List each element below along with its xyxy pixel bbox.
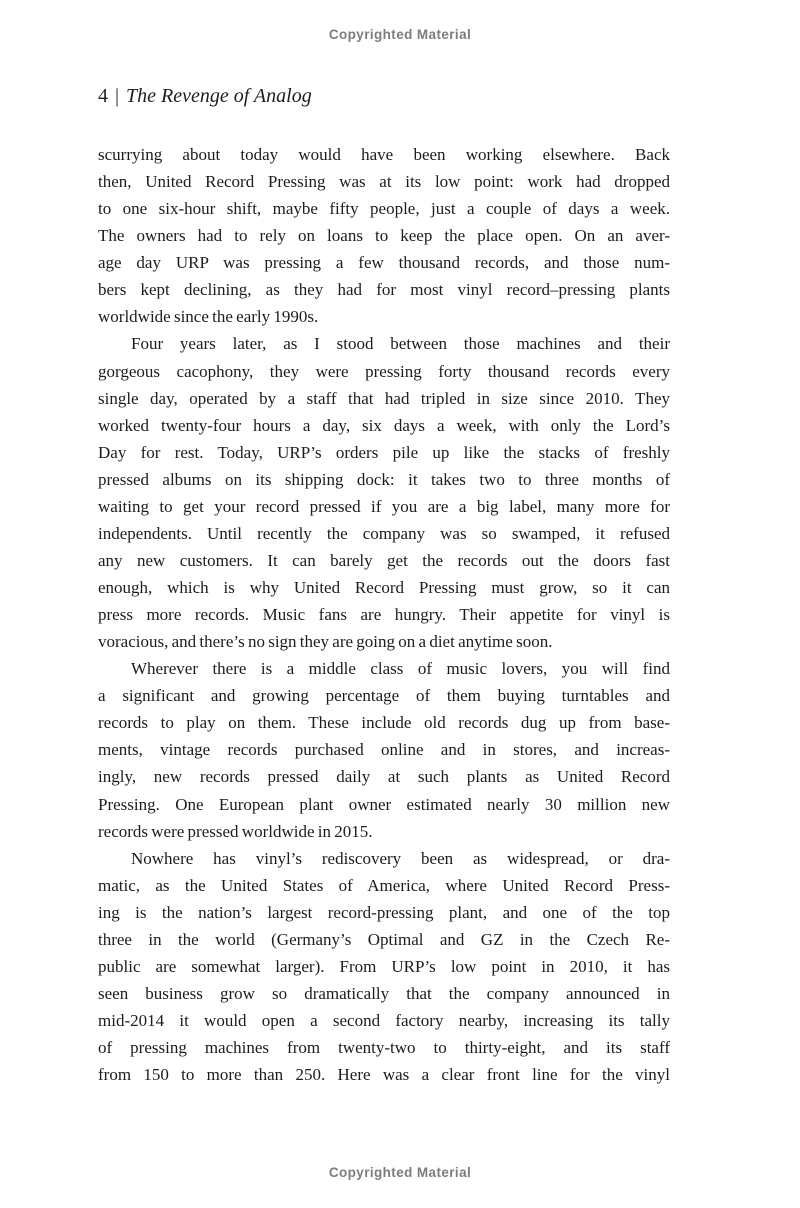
text-line: to one six-hour shift, maybe fifty people, just a couple of days a week. <box>98 199 670 219</box>
text-line: pressed albums on its shipping dock: it takes two to three months of <box>98 469 670 489</box>
text-line: independents. Until recently the company was so swamped, it refused <box>98 523 670 543</box>
copyright-notice-bottom: Copyrighted Material <box>328 1165 472 1180</box>
text-line: Pressing. One European plant owner estimated nearly 30 million new <box>98 794 670 814</box>
header-separator: | <box>115 85 120 107</box>
text-line: enough, which is why United Record Pressing must grow, so it can <box>98 578 670 597</box>
copyright-notice-top: Copyrighted Material <box>328 27 472 42</box>
text-line: any new customers. It can barely get the records out the doors fast <box>98 550 670 570</box>
text-line: Nowhere has vinyl’s rediscovery been as widespread, or dra- <box>131 848 670 868</box>
text-line: public are somewhat larger). From URP’s low point in 2010, it has <box>98 956 670 976</box>
text-line: voracious, and there’s no sign they are going on a diet anytime soon. <box>98 632 553 652</box>
text-line: then, United Record Pressing was at its low point: work had dropped <box>98 172 670 192</box>
text-line: of pressing machines from twenty-two to thirty-eight, and its staff <box>98 1038 670 1058</box>
text-line: age day URP was pressing a few thousand records, and those num- <box>98 253 670 273</box>
page-body <box>98 141 670 1088</box>
page-number: 4 <box>98 85 108 107</box>
text-line: three in the world (Germany’s Optimal and GZ in the Czech Re- <box>98 929 670 949</box>
text-line: from 150 to more than 250. Here was a clear front line for the vinyl <box>98 1065 670 1085</box>
text-line: worked twenty-four hours a day, six days a week, with only the Lord’s <box>98 415 670 435</box>
text-line: The owners had to rely on loans to keep the place open. On an aver- <box>98 226 670 246</box>
text-line: seen business grow so dramatically that the company announced in <box>98 983 670 1003</box>
text-line: bers kept declining, as they had for most vinyl record–pressing plants <box>98 280 670 300</box>
text-line: ingly, new records pressed daily at such plants as United Record <box>98 767 670 787</box>
text-line: records were pressed worldwide in 2015. <box>98 821 373 841</box>
text-line: single day, operated by a staff that had tripled in size since 2010. They <box>98 388 670 408</box>
text-line: worldwide since the early 1990s. <box>98 307 319 327</box>
text-line: a significant and growing percentage of them buying turntables and <box>98 686 670 706</box>
text-line: ments, vintage records purchased online and in stores, and increas- <box>98 740 670 760</box>
book-title: The Revenge of Analog <box>126 85 312 107</box>
text-line: ing is the nation’s largest record-pressing plant, and one of the top <box>98 902 670 922</box>
text-line: waiting to get your record pressed if you are a big label, many more for <box>98 496 670 516</box>
text-line: gorgeous cacophony, they were pressing forty thousand records every <box>98 361 670 381</box>
text-line: press more records. Music fans are hungry. Their appetite for vinyl is <box>98 605 670 625</box>
text-line: Day for rest. Today, URP’s orders pile up like the stacks of freshly <box>98 442 670 462</box>
text-line: mid-2014 it would open a second factory nearby, increasing its tally <box>98 1011 670 1030</box>
text-line: Four years later, as I stood between those machines and their <box>131 334 670 354</box>
text-line: Wherever there is a middle class of music lovers, you will find <box>131 659 670 679</box>
text-line: records to play on them. These include old records dug up from base- <box>98 713 670 733</box>
text-line: matic, as the United States of America, where United Record Press- <box>98 875 670 895</box>
text-line: scurrying about today would have been working elsewhere. Back <box>98 145 670 164</box>
running-header <box>98 85 312 108</box>
